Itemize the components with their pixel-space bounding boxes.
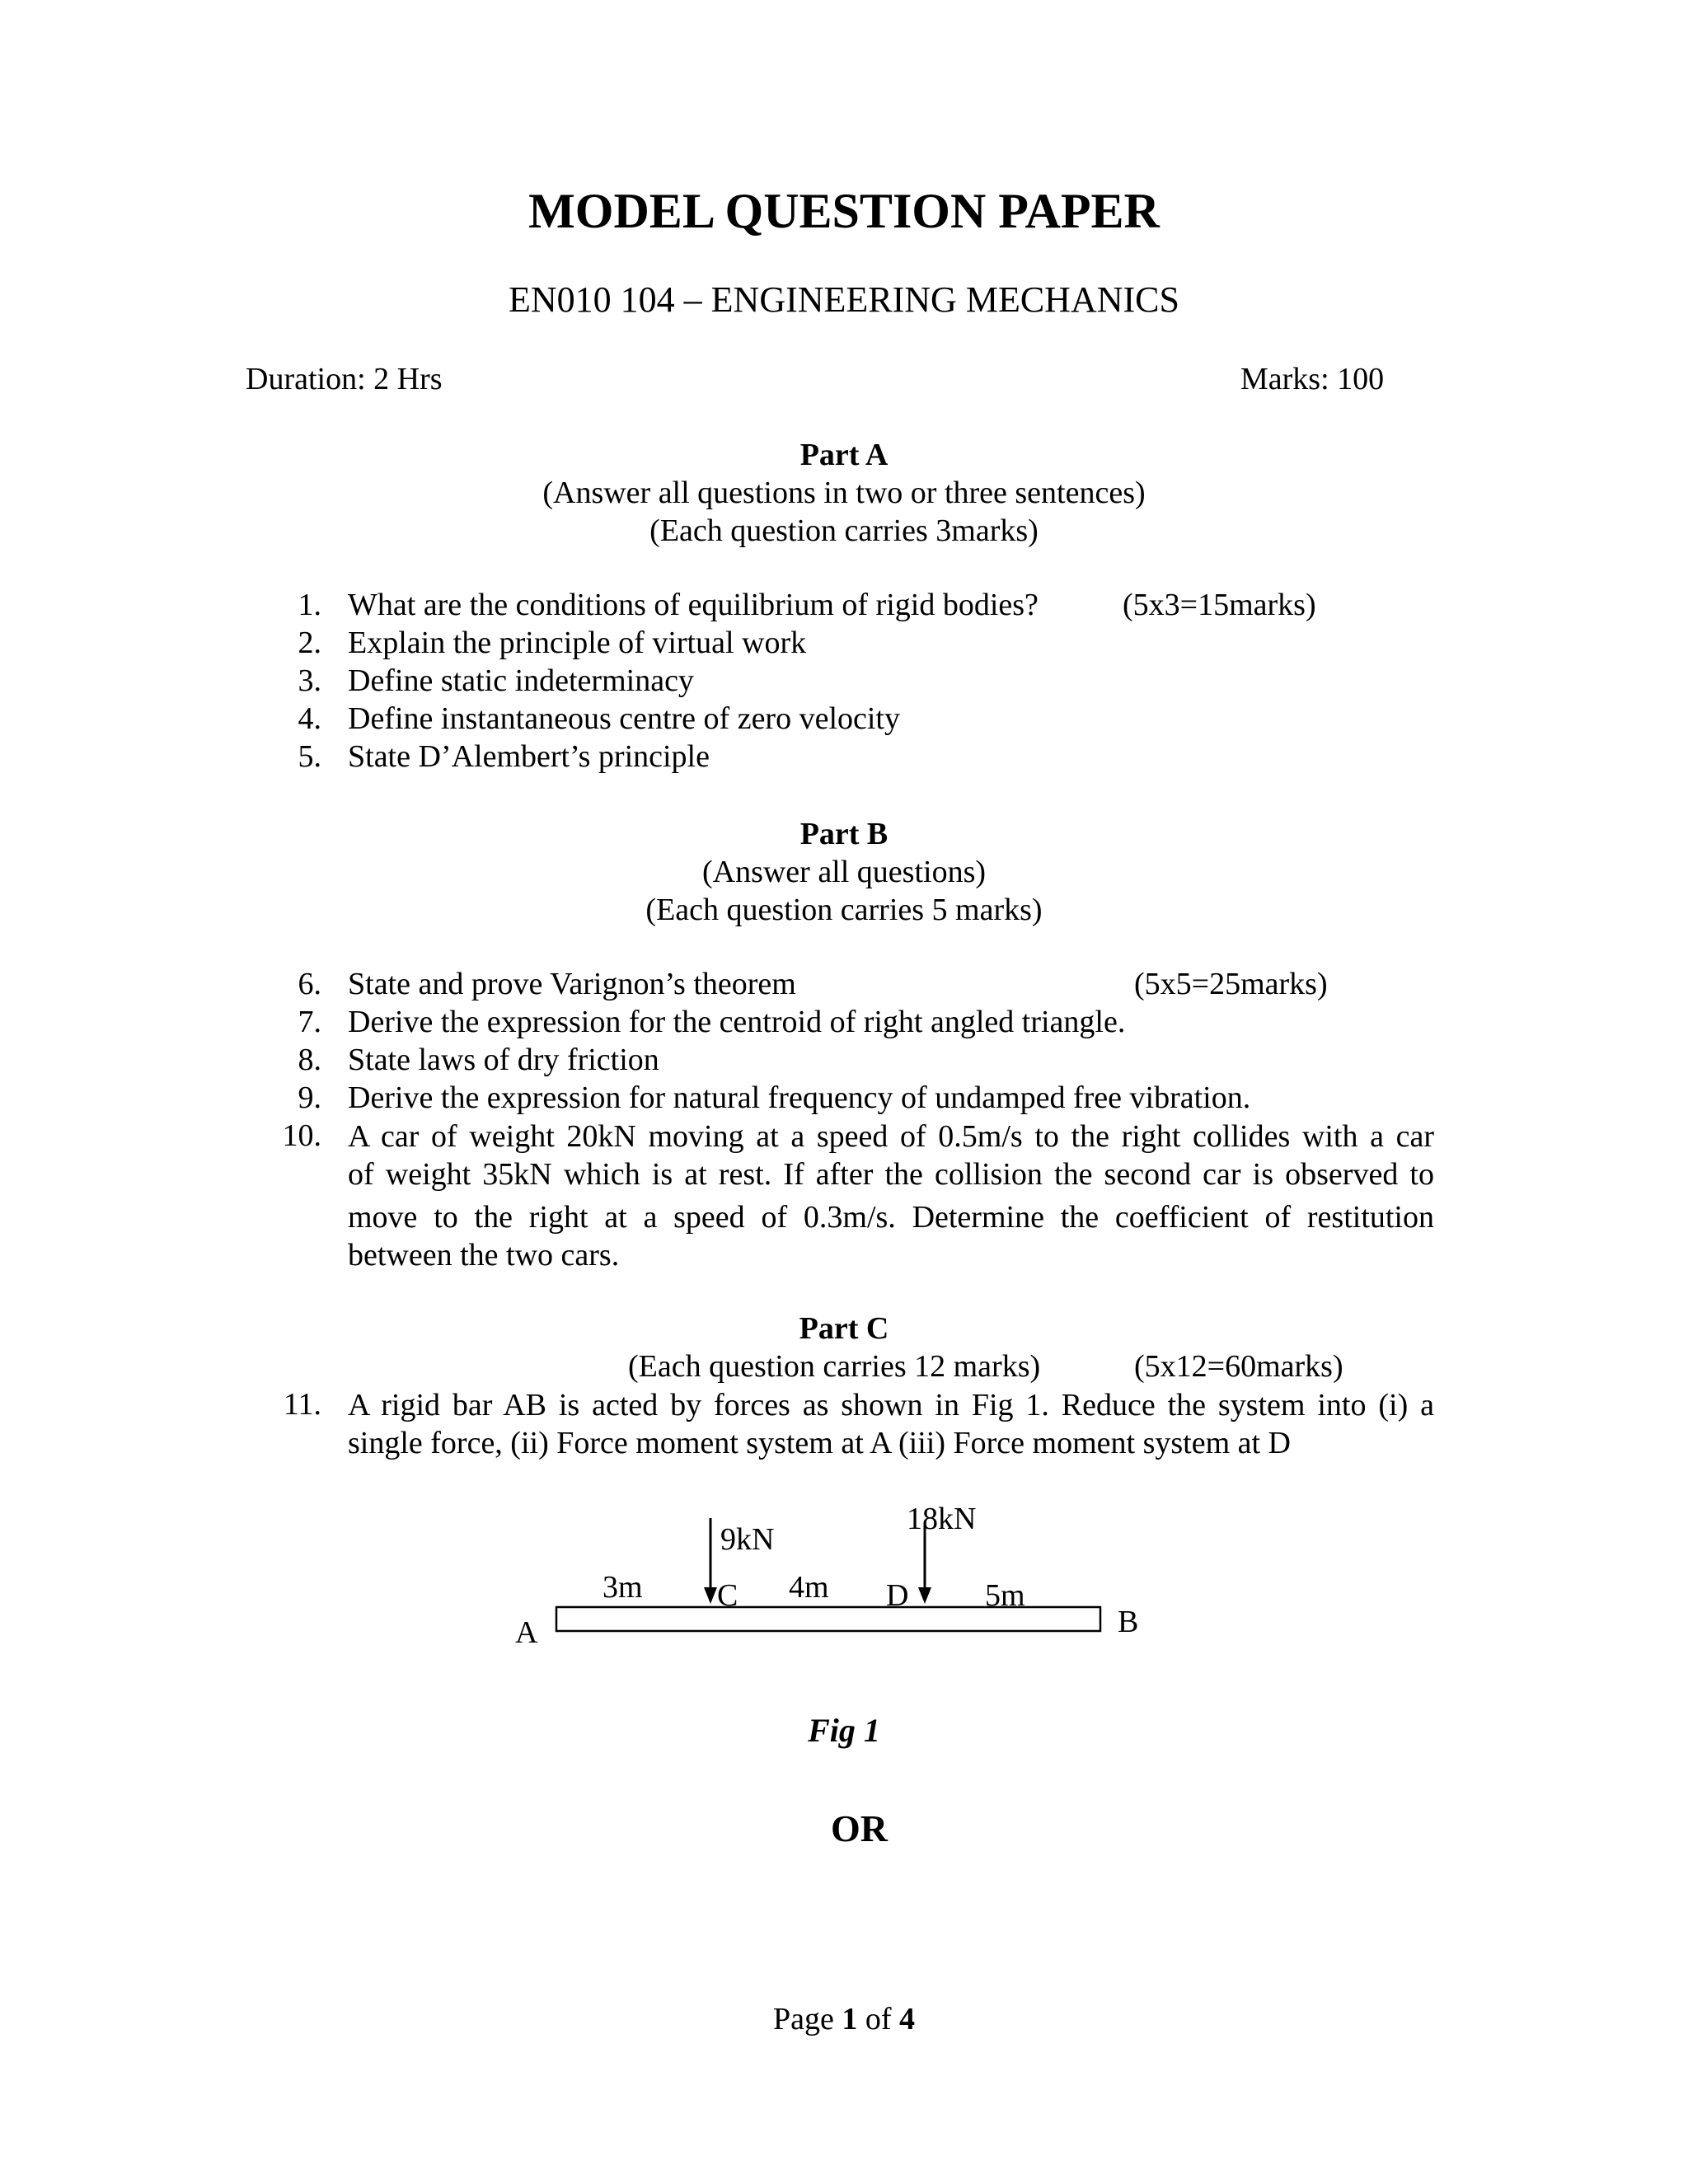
part-a-total-marks: (5x3=15marks) — [1123, 588, 1316, 622]
force-label-c: 9kN — [720, 1522, 775, 1557]
duration-label: Duration: 2 Hrs — [246, 362, 443, 396]
question-number: 4. — [298, 701, 321, 736]
question-number: 1. — [298, 588, 321, 622]
question-line: A car of weight 20kN moving at a speed of 0.5m/s to the right collides with a car — [348, 1119, 1434, 1154]
figure-caption: Fig 1 — [808, 1712, 880, 1749]
span-label-ac: 3m — [603, 1570, 643, 1605]
fig-1-diagram — [0, 1483, 1688, 1673]
arrowhead-d — [918, 1587, 931, 1604]
question-number: 8. — [298, 1043, 321, 1077]
question-line: single force, (ii) Force moment system at A (iii) Force moment system at D — [348, 1426, 1291, 1460]
question-number: 10. — [282, 1118, 321, 1153]
question-text: State D’Alembert’s principle — [348, 739, 710, 774]
question-line: move to the right at a speed of 0.3m/s. Determine the coefficient of restitution — [348, 1200, 1434, 1235]
question-text: What are the conditions of equilibrium of rigid bodies? — [348, 588, 1039, 622]
question-number: 9. — [298, 1080, 321, 1115]
part-c-total-marks: (5x12=60marks) — [1134, 1349, 1343, 1384]
or-separator: OR — [831, 1807, 888, 1849]
question-line: of weight 35kN which is at rest. If after the collision the second car is observed to — [348, 1157, 1434, 1192]
part-c-marks-note: (Each question carries 12 marks) — [628, 1349, 1041, 1384]
question-text: Explain the principle of virtual work — [348, 626, 807, 660]
question-text — [348, 1386, 1434, 1462]
part-c-heading: Part C — [799, 1311, 889, 1346]
question-number: 5. — [298, 739, 321, 774]
span-label-db: 5m — [985, 1578, 1025, 1613]
question-number: 3. — [298, 663, 321, 698]
question-text: Define static indeterminacy — [348, 663, 694, 698]
question-text: Derive the expression for the centroid of right angled triangle. — [348, 1005, 1126, 1039]
arrowhead-c — [704, 1587, 717, 1604]
part-b-total-marks: (5x5=25marks) — [1134, 967, 1328, 1001]
part-b-heading: Part B — [799, 817, 889, 851]
part-a-instruction: (Answer all questions in two or three sentences) — [542, 476, 1146, 510]
question-line: A rigid bar AB is acted by forces as shown in Fig 1. Reduce the system into (i) a — [348, 1388, 1434, 1422]
of-word: of — [865, 2002, 892, 2036]
point-label-d: D — [886, 1578, 909, 1613]
point-label-c: C — [717, 1578, 738, 1613]
question-number: 7. — [298, 1005, 321, 1039]
total-pages: 4 — [899, 2002, 916, 2036]
question-text: State laws of dry friction — [348, 1043, 659, 1077]
force-label-d: 18kN — [907, 1502, 977, 1536]
point-label-b: B — [1118, 1605, 1139, 1639]
question-text: Define instantaneous centre of zero velocity — [348, 701, 900, 736]
marks-label: Marks: 100 — [1240, 362, 1385, 396]
part-a-marks-note: (Each question carries 3marks) — [649, 513, 1039, 548]
part-b-instruction: (Answer all questions) — [701, 855, 987, 889]
part-b-marks-note: (Each question carries 5 marks) — [645, 893, 1043, 927]
question-text: Derive the expression for natural frequency of undamped free vibration. — [348, 1080, 1251, 1115]
span-label-cd: 4m — [789, 1570, 829, 1605]
page-footer — [0, 2001, 1688, 2037]
page-title: MODEL QUESTION PAPER — [528, 184, 1160, 238]
question-text: State and prove Varignon’s theorem — [348, 967, 796, 1001]
question-number: 2. — [298, 626, 321, 660]
part-a-heading: Part A — [799, 438, 889, 472]
question-number: 6. — [298, 967, 321, 1001]
question-number: 11. — [283, 1387, 321, 1422]
question-line: between the two cars. — [348, 1238, 620, 1272]
page-word: Page — [772, 2002, 834, 2036]
course-title: EN010 104 – ENGINEERING MECHANICS — [509, 279, 1179, 320]
question-text — [348, 1118, 1434, 1274]
point-label-a: A — [515, 1615, 538, 1650]
current-page: 1 — [842, 2002, 858, 2036]
